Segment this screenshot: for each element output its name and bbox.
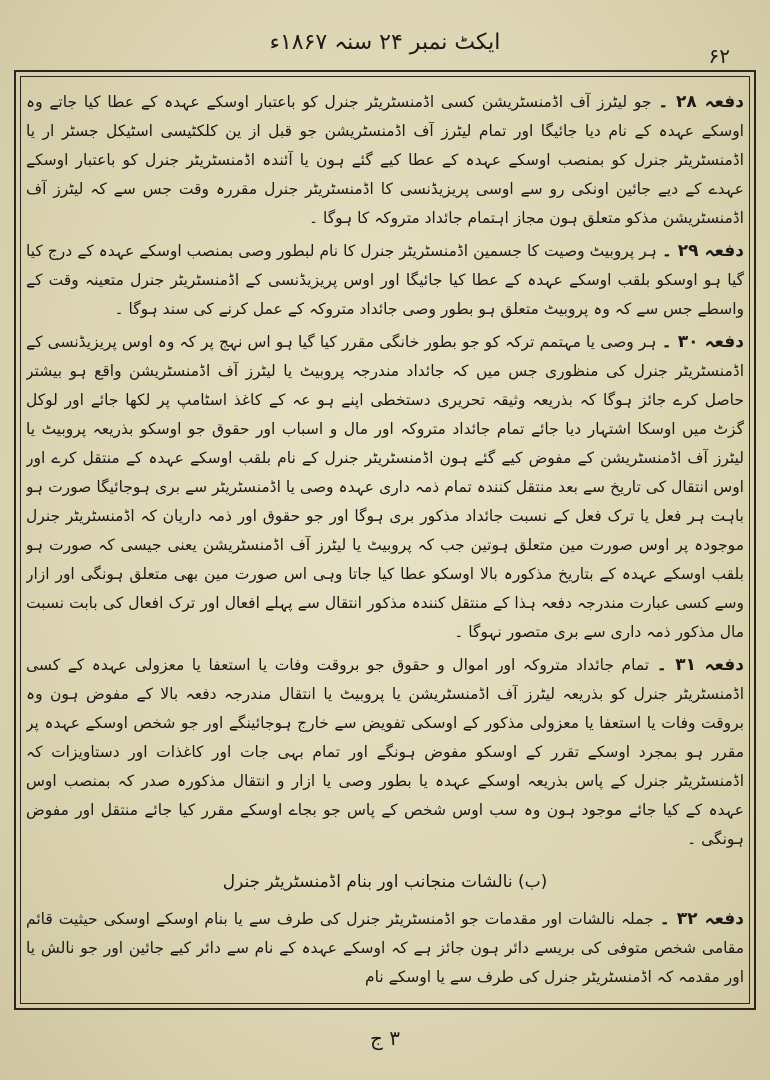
section-label: دفعہ ۳۲ ۔	[659, 909, 744, 929]
signature-mark: ۳ ج	[369, 1026, 401, 1050]
section-28	[26, 88, 744, 233]
section-text: ہر پروبیٹ وصیت کا جسمین اڈمنسٹریٹر جنرل کا نام لبطور وصی بمنصب اوسکے عہدہ کے درج کیا گیا ہو اوسکو بلقب اوسکے عہدہ کے عطا کیا جائیگا اور اوس پریزیڈنسی کے اڈمنسٹریٹر جنرل متعینہ وقت کے واسطے جس سے کہ وہ پروبیٹ متعلق ہو بطور وصی جائداد متروکہ کے عمل کرنے کی سند ہوگا ۔	[26, 242, 744, 318]
section-text: ہر وصی یا مہتمم ترکہ کو جو بطور خانگی مقرر کیا گیا ہو اس نہج پر کہ وہ اوس پریزیڈنسی کے اڈمنسٹریٹر جنرل کی منظوری جس میں کہ جائداد مندرجہ پروبیٹ یا لیٹرز آف اڈمنسٹریشن واقع ہو بیشتر حاصل کرے جائز ہوگا کہ بذریعہ وثیقہ تحریری دستخطی اپنے ہو عہ کے کاغذ اسٹامپ پر لکھا جائے اور لوکل گزٹ میں اوسکا اشتہار دیا جائے تمام جائداد متروکہ اور مال و اسباب اور حقوق جو اوسکو بذریعہ پروبیٹ یا لیٹرز آف اڈمنسٹریشن کے مفوض کیے گئے ہون اڈمنسٹریٹر جنرل کے نام بلقب اوسکے عہدہ کے منتقل کرے اور اوس انتقال کی تاریخ سے بعد منتقل کنندہ تمام ذمہ داری عہدہ وصی یا اڈمنسٹریٹر سے بری ہوجائیگا صورت ہو باہت ہر فعل یا ترک فعل کے نسبت جائداد مذکور بری ہوگا اور جو حقوق اور ذمہ داریان کہ اڈمنسٹریٹر جنرل موجودہ پر اوس صورت مین متعلق ہوتین جب کہ پروبیٹ یا لیٹرز آف اڈمنسٹریشن یعنی جیسی کہ صورت ہو بلقب اوسکے عہدہ کے بتاریخ مذکورہ بالا اوسکو عطا کیا جاتا وہی اس صورت مین بھی متعلق ہونگی اور ازار وسے کسی عبارت مندرجہ دفعہ ہذا کے منتقل کنندہ مذکور انتقال سے پہلے افعال اور ترک افعال کی بابت نسبت مال مذکور ذمہ داری سے بری متصور نہوگا ۔	[26, 333, 744, 641]
section-text: جو لیٹرز آف اڈمنسٹریشن کسی اڈمنسٹریٹر جنرل کو باعتبار اوسکے عہدہ کے عطا کیا جاتے وہ اوسکے عہدہ کے نام دیا جائیگا اور تمام لیٹرز آف اڈمنسٹریشن جو قبل از ین کلکٹیسی اسٹیکل جسٹر ار یا اڈمنسٹریٹر جنرل کو بمنصب اوسکے عہدہ کے عطا کیے گئے ہون یا آئندہ اڈمنسٹریٹر جنرل کو باعتبار اوسکے عہدے کے دیے جائین اونکی رو سے اوسی پریزیڈنسی کا اڈمنسٹریٹر جنرل مقررہ وقت جس سے کہ لیٹرز آف اڈمنسٹریشن مذکو متعلق ہون مجاز اہتمام جائداد متروکہ کا ہوگا ۔	[26, 93, 744, 227]
section-label: دفعہ ۲۹ ۔	[661, 241, 744, 261]
section-label: دفعہ ۲۸ ۔	[658, 92, 744, 112]
subheading: (ب) نالشات منجانب اور بنام اڈمنسٹریٹر جنرل	[222, 872, 548, 892]
section-label: دفعہ ۳۱ ۔	[656, 655, 744, 675]
section-text: جملہ نالشات اور مقدمات جو اڈمنسٹریٹر جنرل کی طرف سے یا بنام اوسکے اوسکی حیثیت قائم مقامی شخص متوفی کی بریسے دائر ہون جائز ہے کہ اوسکے عہدہ کے نام سے دائر کیے جائین اور جو نالش یا اور مقدمہ کہ اڈمنسٹریٹر جنرل کی طرف سے یا اوسکے نام	[26, 910, 744, 986]
section-29	[26, 237, 744, 324]
section-text: تمام جائداد متروکہ اور اموال و حقوق جو بروقت وفات یا استعفا یا معزولی عہدہ کے کسی اڈمنسٹریٹر جنرل کو بذریعہ لیٹرز آف اڈمنسٹریشن یا پروبیٹ یا انتقال مندرجہ دفعہ بالا کے مفوض ہون وہ بروقت وفات یا استعفا یا معزولی مذکور کے اوسکی تفویض سے خارج ہوجائینگے اور جو شخص اوسکے عہدہ پر مقرر ہو بمجرد اوسکے تقرر کے اوسکو مفوض ہونگے اور تمام بہی جات اور کاغذات اور دستاویزات کہ اڈمنسٹریٹر جنرل کے پاس بذریعہ اوسکے عہدہ یا بطور وصی یا ازار و انتقال مذکورہ صدر کہ بمنصب اوس عہدہ کے کیا جائے موجود ہون وہ سب اوس شخص کے پاس جو بجاے اوسکے مقرر کیا جائے منتقل اور مفوض ہونگی ۔	[26, 656, 744, 848]
section-32	[26, 905, 744, 988]
running-head: ایکٹ نمبر ۲۴ سنہ ۱۸۶۷ء	[269, 30, 501, 55]
section-label: دفعہ ۳۰ ۔	[661, 332, 744, 352]
body-text	[26, 88, 744, 988]
section-31	[26, 651, 744, 854]
section-30	[26, 328, 744, 647]
page-number: ۶۲	[708, 44, 730, 68]
